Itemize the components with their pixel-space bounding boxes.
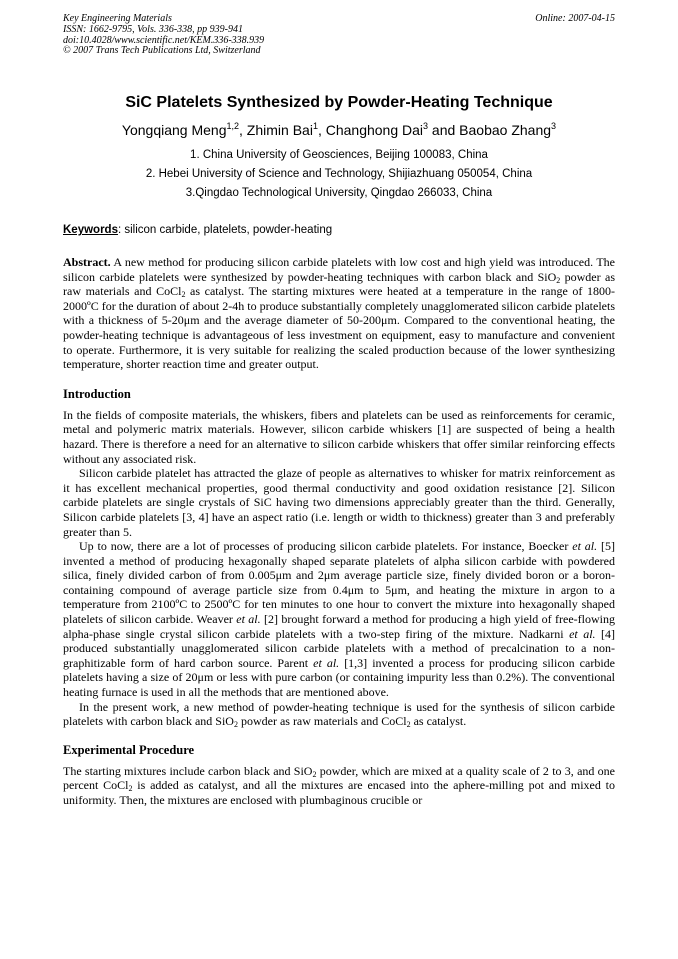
paragraph-text: as catalyst. [410,714,467,729]
keywords-line [63,223,615,238]
author-affiliation-mark: 1,2 [226,121,240,131]
affiliation-2: 2. Hebei University of Science and Technology, Shijiazhuang 050054, China [145,168,533,180]
subscript: 2 [233,720,238,730]
intro-paragraph-1: In the fields of composite materials, the whiskers, fibers and platelets can be used as reinforcements for ceramic, metal and polymeric matrix materials. However, silicon carbide whiskers [1] are suspected of being a health hazard. There is therefore a need for an alternative to silicon carbide whiskers that offer similar reinforcing effects without any associated risk. [63,407,615,466]
copyright-line: © 2007 Trans Tech Publications Ltd, Switzerland [63,45,261,57]
author-name: , Zhimin Bai [239,122,313,138]
paragraph-text: [4] produced substantially unagglomerated silicon carbide platelets with a method of precalcination to a non-graphitizable form of hard carbon source. Parent [63,626,615,670]
online-date: Online: 2007-04-15 [535,13,615,24]
abstract-paragraph [63,255,615,372]
journal-header [63,14,615,66]
keywords-text: : silicon carbide, platelets, powder-heating [117,224,333,236]
et-al: et al. [569,626,596,641]
journal-info [63,14,615,57]
paragraph-text: [2] brought forward a method for producing a high yield of free-flowing alpha-phase single crystal silicon carbide platelets with a two-step firing of the mixture. Nadkarni [63,612,615,641]
abstract-text: powder as raw materials and CoCl [63,269,615,299]
abstract-label: Abstract. [63,255,111,269]
author-name: Yongqiang Meng [121,122,227,138]
intro-paragraph-3 [63,539,615,700]
paragraph-text: powder as raw materials and CoCl [237,714,407,729]
paragraph-text: [5] invented a method of producing hexagonally shaped separate platelets of alpha silicon carbide with powdered silica, finely divided carbon of from 0.005μm and 2μm average particle size, finely divided boron or a boron-containing compound of average particle size from 0.4μm to 5μm, and heating the mixture in argon to a temperature from 2100ºC to 2500ºC for ten minutes to one hour to convert the mixture into hexagonally shaped platelets of silicon carbide. Weaver [63,539,615,627]
author-name: and Baobao Zhang [428,122,552,138]
author-affiliation-mark: 1 [312,121,318,131]
paragraph-text: powder, which are mixed at a quality scale of 2 to 3, and one percent CoCl [63,763,615,793]
experimental-heading: Experimental Procedure [63,742,195,757]
et-al: et al. [313,655,340,670]
paragraph-text: [1,3] invented a process for producing silicon carbide platelets having a size of 20μm or less with pure carbon (or containing impurity less than 0.2%). The conventional heating furnace is used in all the methods that are mentioned above. [63,655,615,700]
intro-paragraph-2: Silicon carbide platelet has attracted the glaze of people as alternatives to whisker for matrix reinforcement as it has excellent mechanical properties, good thermal conductivity and good oxidation resistance [2]. Silicon carbide platelets are single crystals of SiC having two dimensions appreciably greater than the third. Generally, Silicon carbide platelets [3, 4] have an aspect ratio (i.e. length or width to thickness) greater than 3 and preferably greater than 5. [63,466,615,539]
paragraph-text: In the present work, a new method of powder-heating technique is used for the synthesis of silicon carbide platelets with carbon black and SiO [63,699,615,729]
abstract-text: A new method for producing silicon carbide platelets with low cost and high yield was introduced. The silicon carbide platelets were synthesized by powder-heating techniques with carbon black and SiO [63,255,615,284]
paragraph-text: Up to now, there are a lot of processes of producing silicon carbide platelets. For instance, Boecker [79,539,573,554]
intro-paragraph-4 [63,700,615,729]
et-al: et al. [236,612,261,627]
introduction-heading: Introduction [63,386,131,401]
paper-title: SiC Platelets Synthesized by Powder-Heating Technique [125,94,553,111]
subscript: 2 [128,784,133,794]
et-al: et al. [572,539,598,554]
issn-line: ISSN: 1662-9795, Vols. 336-338, pp 939-941 [63,23,243,35]
keywords-label: Keywords [63,224,118,236]
subscript: 2 [406,720,411,730]
author-affiliation-mark: 3 [423,121,429,131]
author-name: , Changhong Dai [317,122,424,138]
subscript: 2 [556,275,561,285]
author-affiliation-mark: 3 [551,121,557,131]
journal-name: Key Engineering Materials [63,13,172,24]
paragraph-text: The starting mixtures include carbon black and SiO [63,763,313,778]
subscript: 2 [181,290,186,300]
paragraph-text: is added as catalyst, and all the mixtures are encased into the aphere-milling pot and mixed to uniformity. Then, the mixtures are enclosed with plumbaginous crucible or [63,778,616,807]
abstract-text: as catalyst. The starting mixtures were heated at a temperature in the range of 1800-2000ºC for the duration of about 2-4h to produce substantially completely unagglomerated silicon carbide platelets with a thickness of 5-20μm and the average diameter of 50-200μm. Compared to the conventional heating, the powder-heating technique is advantageous of less investment on equipment, easy to manufacture and convenient to operate. Furthermore, it is very suitable for realizing the scaled production because of the lower synthesizing temperature, shorter reaction time and greater output. [63,284,616,372]
author-list [63,122,615,139]
affiliation-3: 3.Qingdao Technological University, Qingdao 266033, China [185,187,493,199]
experimental-paragraph-1 [63,764,615,808]
subscript: 2 [312,769,317,779]
paper-page [63,14,615,808]
affiliation-1: 1. China University of Geosciences, Beijing 100083, China [190,149,488,161]
doi-line: doi:10.4028/www.scientific.net/KEM.336-338.939 [63,34,265,46]
